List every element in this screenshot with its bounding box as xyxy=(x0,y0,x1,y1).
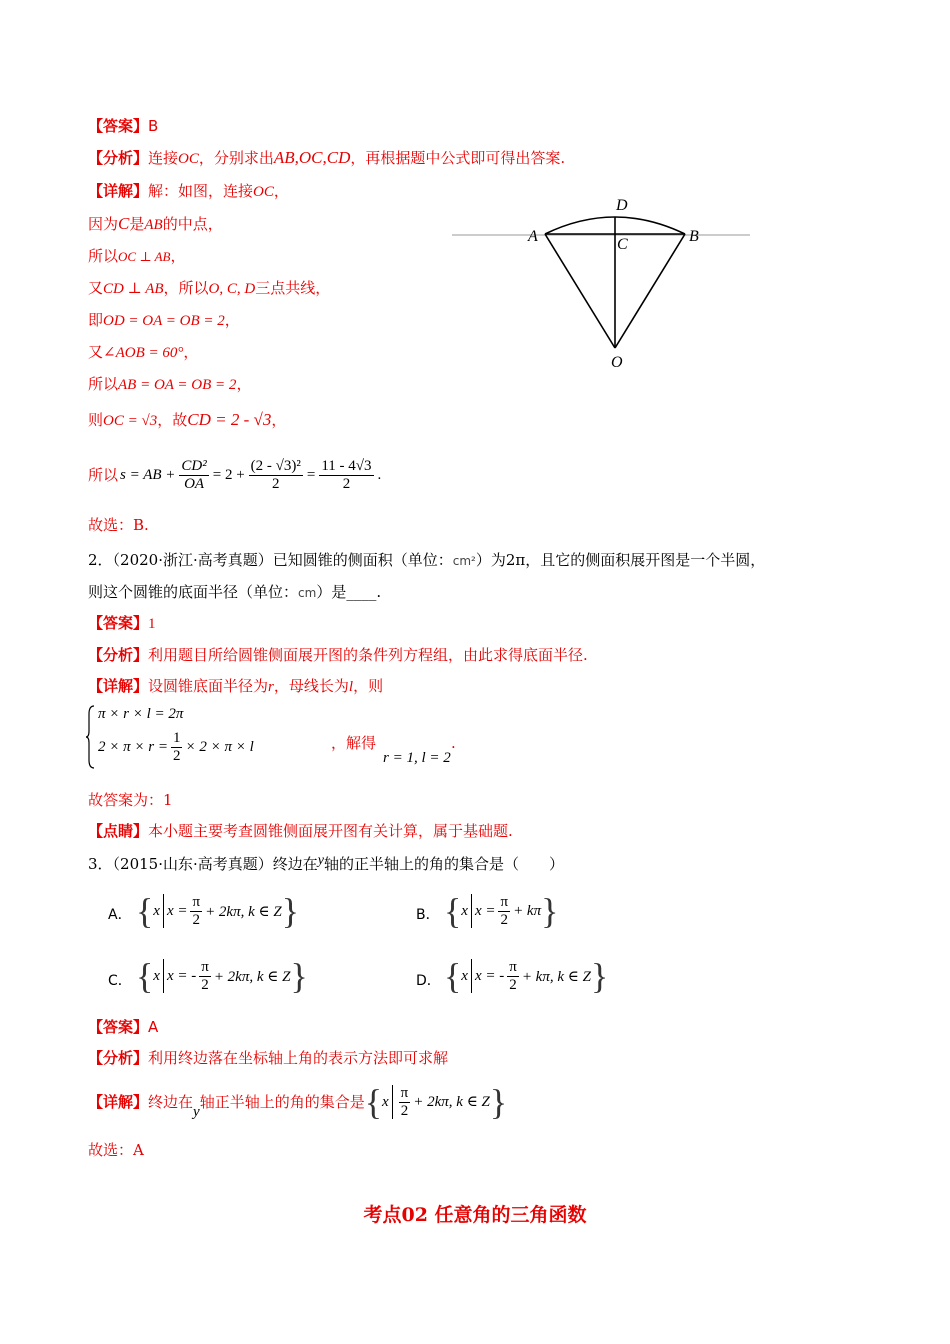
right-brace-icon: } xyxy=(541,891,559,931)
math: x xyxy=(153,967,160,984)
text: 轴的正半轴上的角的集合是（ ） xyxy=(323,855,564,873)
numerator: (2 - √3)² xyxy=(250,457,301,474)
q2-comment-line xyxy=(88,821,513,841)
denominator: 2 xyxy=(509,976,517,993)
option-a-set xyxy=(136,893,299,929)
text: ，解得 xyxy=(331,734,377,752)
denominator: 2 xyxy=(172,748,181,764)
text: 终边在 xyxy=(148,1093,194,1111)
q2-detail-line xyxy=(88,676,383,697)
answer-value: A xyxy=(148,1018,159,1036)
analysis-tag: 【分析】 xyxy=(88,646,149,664)
math: + kπ, k ∈ Z xyxy=(521,968,591,985)
answer-value: B xyxy=(148,117,159,135)
text: ， xyxy=(271,411,287,429)
section-heading: 考点02 任意角的三角函数 xyxy=(363,1204,587,1226)
numerator: 1 xyxy=(172,730,181,746)
text: . xyxy=(451,734,456,752)
math: = 2 + xyxy=(212,467,245,483)
q3-detail-line xyxy=(88,1078,507,1126)
numerator: π xyxy=(201,958,209,975)
math: ∠AOB = 60° xyxy=(103,345,184,361)
math: 2 × π × r = xyxy=(98,739,168,755)
math: AB = OA = OB = 2 xyxy=(118,377,237,393)
text: ，则 xyxy=(353,677,384,695)
denominator: 2 xyxy=(342,475,351,492)
text: 又 xyxy=(88,343,104,361)
right-brace-icon: } xyxy=(290,956,308,996)
q1-line-2 xyxy=(88,246,185,267)
text: 解：如图，连接 xyxy=(148,182,254,200)
q1-answer-line xyxy=(88,116,158,136)
text: 三点共线， xyxy=(255,279,331,297)
fraction xyxy=(498,894,510,929)
option-d-label: D． xyxy=(416,973,441,989)
option-c-label: C． xyxy=(108,973,132,989)
math: x = - xyxy=(166,967,197,984)
separator xyxy=(163,894,164,928)
math: x = xyxy=(166,902,188,919)
label-A: A xyxy=(528,228,538,245)
math: O, C, D xyxy=(208,281,256,297)
q2-stem-line2 xyxy=(88,582,381,603)
q2-analysis-line xyxy=(88,645,588,665)
analysis-tag: 【分析】 xyxy=(88,149,149,167)
text: 因为 xyxy=(88,215,119,233)
label-O: O xyxy=(611,354,623,371)
math: OC xyxy=(178,151,199,167)
q1-analysis-line xyxy=(88,148,565,169)
fraction xyxy=(190,894,202,929)
text: 是 xyxy=(129,215,145,233)
label-B: B xyxy=(689,228,699,245)
math: r xyxy=(268,679,274,695)
math: + kπ xyxy=(513,902,542,919)
q1-line-5 xyxy=(88,342,198,363)
answer-tag: 【答案】 xyxy=(88,1018,149,1036)
detail-tag: 【详解】 xyxy=(88,1093,149,1111)
text: 设圆锥底面半径为 xyxy=(148,677,269,695)
label-C: C xyxy=(617,236,628,253)
math: AB,OC,CD xyxy=(273,148,351,167)
math: x xyxy=(382,1094,389,1110)
math: y xyxy=(317,853,324,868)
numerator: CD² xyxy=(181,457,207,474)
math: AB xyxy=(144,217,163,233)
option-a-label: A． xyxy=(108,907,132,923)
formula xyxy=(118,458,381,493)
math: l xyxy=(348,679,354,695)
denominator: 2 xyxy=(400,1102,409,1119)
text: 所以 xyxy=(88,247,119,265)
math: = xyxy=(306,467,316,483)
segment-OA xyxy=(545,234,615,348)
option-b-set xyxy=(444,893,558,929)
left-brace-icon: { xyxy=(444,891,462,931)
math: y xyxy=(193,1104,200,1120)
unit: cm xyxy=(298,586,317,600)
text: 3．（2015·山东·高考真题）终边在 xyxy=(88,855,318,873)
math: x xyxy=(153,902,160,919)
math: OD = OA = OB = 2 xyxy=(103,313,225,329)
fraction xyxy=(319,458,373,493)
math: + 2kπ, k ∈ Z xyxy=(413,1094,490,1110)
left-brace-icon: { xyxy=(136,891,154,931)
separator xyxy=(471,894,472,928)
math: s = AB + xyxy=(120,467,176,483)
math: + 2kπ, k ∈ Z xyxy=(213,968,291,985)
option-b-label: B． xyxy=(416,907,440,923)
left-brace-icon xyxy=(86,704,96,770)
fraction xyxy=(171,730,183,765)
fraction xyxy=(507,959,519,994)
math: r = 1, l = 2 xyxy=(383,750,451,766)
math: . xyxy=(377,467,382,483)
text: ）是____. xyxy=(316,583,382,601)
analysis-tag: 【分析】 xyxy=(88,1049,149,1067)
text: ， xyxy=(224,311,240,329)
denominator: 2 xyxy=(500,911,509,928)
right-brace-icon: } xyxy=(489,1082,508,1122)
equation-system xyxy=(86,702,456,772)
detail-tag: 【详解】 xyxy=(88,677,149,695)
answer-tag: 【答案】 xyxy=(88,117,149,135)
q1-line-4 xyxy=(88,310,240,331)
text: 故选：A xyxy=(88,1141,144,1159)
numerator: π xyxy=(400,1084,409,1101)
math: x = - xyxy=(474,967,505,984)
math: x xyxy=(461,902,468,919)
text: 2．（2020·浙江·高考真题）已知圆锥的侧面积（单位： xyxy=(88,551,453,569)
q1-line-1 xyxy=(88,214,223,235)
denominator: 2 xyxy=(192,911,201,928)
text: ）为2π，且它的侧面积展开图是一个半圆， xyxy=(475,551,766,569)
q1-final: 故选：B. xyxy=(88,516,149,534)
q2-final: 故答案为：1 xyxy=(88,791,173,809)
comment-tag: 【点睛】 xyxy=(88,822,149,840)
right-brace-icon: } xyxy=(281,891,299,931)
geometry-figure xyxy=(450,190,760,375)
detail-tag: 【详解】 xyxy=(88,182,149,200)
q1-line-7 xyxy=(88,410,286,431)
text: 的中点， xyxy=(162,215,223,233)
q3-analysis-line xyxy=(88,1048,448,1068)
text: 则这个圆锥的底面半径（单位： xyxy=(88,583,299,601)
numerator: π xyxy=(192,893,201,910)
math: × 2 × π × l xyxy=(185,739,254,755)
text: 利用终边落在坐标轴上角的表示方法即可求解 xyxy=(148,1049,449,1067)
q2-answer-line xyxy=(88,613,156,634)
math: CD = 2 - √3 xyxy=(187,410,272,429)
fraction xyxy=(199,959,211,994)
math: x xyxy=(461,967,468,984)
text: 利用题目所给圆锥侧面展开图的条件列方程组，由此求得底面半径. xyxy=(148,646,588,664)
text: ，故 xyxy=(157,411,188,429)
q2-stem-line1 xyxy=(88,550,765,571)
q1-line-6 xyxy=(88,374,251,395)
left-brace-icon: { xyxy=(444,956,462,996)
text: ， xyxy=(170,247,186,265)
answer-tag: 【答案】 xyxy=(88,614,149,632)
math: C xyxy=(118,214,130,233)
q3-stem xyxy=(88,854,564,876)
denominator: 2 xyxy=(272,475,280,492)
text: ，所以 xyxy=(163,279,209,297)
text: 本小题主要考查圆锥侧面展开图有关计算，属于基础题. xyxy=(148,822,513,840)
denominator: OA xyxy=(184,475,205,492)
q1-line-3 xyxy=(88,278,330,299)
answer-value: 1 xyxy=(148,616,156,632)
math: CD ⊥ AB xyxy=(103,281,164,297)
separator xyxy=(163,959,164,993)
math: + 2kπ, k ∈ Z xyxy=(205,903,282,920)
math: x = xyxy=(474,902,496,919)
q1-detail-line xyxy=(88,181,289,202)
text: ， xyxy=(236,375,252,393)
text: 又 xyxy=(88,279,104,297)
q3-answer-line xyxy=(88,1017,158,1037)
text: ， xyxy=(273,182,289,200)
fraction xyxy=(179,458,208,493)
text: 则 xyxy=(88,411,104,429)
text: 所以 xyxy=(88,466,119,484)
text: 连接 xyxy=(148,149,179,167)
fraction xyxy=(249,458,303,493)
separator xyxy=(471,959,472,993)
option-d-set xyxy=(444,958,608,994)
label-D: D xyxy=(616,197,628,214)
detail-set xyxy=(365,1084,507,1120)
text: ，分别求出 xyxy=(198,149,274,167)
q3-final xyxy=(88,1140,144,1160)
left-brace-icon: { xyxy=(136,956,154,996)
equation-1: π × r × l = 2π xyxy=(98,706,184,722)
math: OC = √3 xyxy=(103,413,158,429)
text: 所以 xyxy=(88,375,119,393)
numerator: π xyxy=(509,958,517,975)
denominator: 2 xyxy=(201,976,209,993)
right-brace-icon: } xyxy=(590,956,609,996)
text: ，再根据题中公式即可得出答案. xyxy=(350,149,566,167)
text: 即 xyxy=(88,311,104,329)
text: ， xyxy=(183,343,199,361)
unit: cm² xyxy=(452,554,476,568)
text: ，母线长为 xyxy=(273,677,349,695)
option-c-set xyxy=(136,958,308,994)
fraction xyxy=(399,1085,411,1120)
q1-line-8 xyxy=(88,450,381,500)
equation-2 xyxy=(98,730,254,765)
math: OC ⊥ AB xyxy=(118,249,171,264)
numerator: 11 - 4√3 xyxy=(321,457,372,474)
left-brace-icon: { xyxy=(364,1082,382,1122)
numerator: π xyxy=(500,893,509,910)
math: OC xyxy=(253,184,274,200)
text: 轴正半轴上的角的集合是 xyxy=(199,1093,365,1111)
separator xyxy=(392,1085,393,1119)
